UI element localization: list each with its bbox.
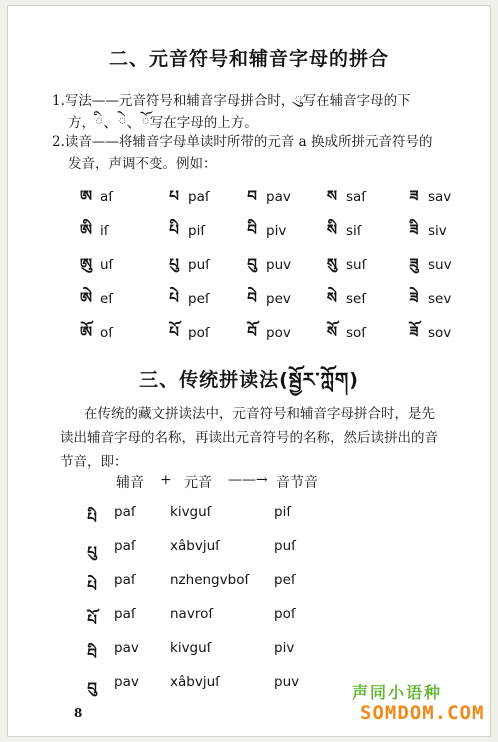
rule1-line1-prefix: 1.写法——元音符号和辅音字母拼合时， xyxy=(52,93,295,109)
romanization: pav xyxy=(266,189,291,205)
romanization: sev xyxy=(428,291,452,307)
example-consonant: paſ xyxy=(114,606,136,622)
para-line1: 在传统的藏文拼读法中，元音符号和辅音字母拼合时，是先 xyxy=(84,406,435,422)
rule1-line2-prefix: 方， xyxy=(68,115,95,131)
section2-title: 二、元音符号和辅音字母的拼合 xyxy=(108,48,389,70)
tibetan-syllable: སོ xyxy=(326,323,338,341)
tibetan-syllable: ཟུ xyxy=(409,255,419,273)
header-consonant: 辅音 xyxy=(116,475,144,491)
tibetan-syllable: ཟི xyxy=(409,221,419,239)
romanization: aſ xyxy=(100,189,114,205)
tibetan-syllable: པོ xyxy=(169,323,179,341)
grid-cell xyxy=(166,316,210,358)
romanization: siſ xyxy=(346,223,362,239)
tibetan-syllable: ཨེ xyxy=(79,289,92,307)
grid-cell xyxy=(244,316,291,358)
page-number: 8 xyxy=(74,706,83,720)
header-arrow: ——→ xyxy=(228,472,268,488)
romanization: sov xyxy=(428,325,452,341)
romanization: eſ xyxy=(100,291,114,307)
romanization: pov xyxy=(266,325,291,341)
para-line3: 节音，即： xyxy=(60,454,128,470)
romanization: suv xyxy=(428,257,452,273)
grid-cell xyxy=(406,316,451,358)
example-result: piſ xyxy=(274,504,292,520)
tibetan-syllable: ཨོ xyxy=(79,323,92,341)
example-consonant: paſ xyxy=(114,504,136,520)
rule2-line2: 发音，声调不变。例如： xyxy=(68,156,217,172)
example-syllable: པེ xyxy=(87,577,97,595)
tibetan-syllable: ཨུ xyxy=(79,255,92,273)
example-result: puſ xyxy=(274,538,296,554)
tibetan-syllable: ས xyxy=(326,187,338,205)
example-result: peſ xyxy=(274,572,296,588)
example-consonant: pav xyxy=(114,640,139,656)
tibetan-syllable: ཨ xyxy=(79,187,92,205)
romanization: piv xyxy=(266,223,287,239)
romanization: siv xyxy=(428,223,447,239)
tibetan-syllable: བོ xyxy=(247,323,257,341)
example-vowel: kivguſ xyxy=(170,504,212,520)
tibetan-syllable: བ xyxy=(247,187,257,205)
romanization: iſ xyxy=(100,223,109,239)
header-plus: + xyxy=(160,472,172,488)
tibetan-syllable: བུ xyxy=(247,255,257,273)
watermark-text: 声同小语种 xyxy=(352,683,443,702)
rule1-line1-suffix: 写在辅音字母的下 xyxy=(302,93,411,109)
romanization: pev xyxy=(266,291,291,307)
romanization: sav xyxy=(428,189,452,205)
example-syllable: པོ xyxy=(87,611,97,629)
grid-cell xyxy=(324,316,366,358)
romanization: suſ xyxy=(346,257,367,273)
romanization: uſ xyxy=(100,257,114,273)
tibetan-syllable: པི xyxy=(169,221,179,239)
romanization: seſ xyxy=(346,291,367,307)
example-vowel: nzhengvboſ xyxy=(170,572,250,588)
example-consonant: paſ xyxy=(114,538,136,554)
tibetan-syllable: པུ xyxy=(169,255,179,273)
tibetan-syllable: ཨི xyxy=(79,221,92,239)
section3-title: 三、传统拼读法(སྦྱོར་ཀློག) xyxy=(139,369,359,391)
romanization: paſ xyxy=(188,189,210,205)
example-consonant: paſ xyxy=(114,572,136,588)
grid-cell xyxy=(78,316,113,358)
tibetan-syllable: པ xyxy=(169,187,179,205)
tibetan-syllable: ཟ xyxy=(409,187,419,205)
example-vowel: xâbvjuſ xyxy=(170,674,220,690)
header-syllable: 音节音 xyxy=(276,475,318,491)
para-line2: 读出辅音字母的名称，再读出元音符号的名称，然后读拼出的音 xyxy=(60,430,438,446)
example-result: poſ xyxy=(274,606,296,622)
tibetan-syllable: ཟེ xyxy=(409,289,419,307)
watermark-url: SOMDOM.COM xyxy=(360,702,485,724)
romanization: peſ xyxy=(188,291,210,307)
example-vowel: navroſ xyxy=(170,606,214,622)
romanization: piſ xyxy=(188,223,206,239)
romanization: oſ xyxy=(100,325,114,341)
rule2-line1: 2.读音——将辅音字母单读时所带的元音 a 换成所拼元音符号的 xyxy=(52,134,433,150)
vowel-mark-u: ུ xyxy=(294,91,303,109)
tibetan-syllable: སུ xyxy=(326,255,338,273)
tibetan-syllable: སེ xyxy=(326,289,338,307)
romanization: puv xyxy=(266,257,292,273)
example-vowel: kivguſ xyxy=(170,640,212,656)
romanization: soſ xyxy=(346,325,367,341)
example-syllable: པུ xyxy=(87,543,97,561)
example-syllable: པི xyxy=(87,509,97,527)
tibetan-syllable: སི xyxy=(326,221,338,239)
tibetan-syllable: ཟོ xyxy=(409,323,419,341)
example-result: piv xyxy=(274,640,295,656)
tibetan-syllable: བེ xyxy=(247,289,257,307)
example-syllable: བི xyxy=(87,645,97,663)
example-result: puv xyxy=(274,674,300,690)
tibetan-syllable: བི xyxy=(247,221,257,239)
romanization: puſ xyxy=(188,257,210,273)
example-consonant: pav xyxy=(114,674,139,690)
vowel-marks-i-e-o: ི、ེ、ོ xyxy=(95,113,150,131)
rule1-line2-suffix: 写在字母的上方。 xyxy=(149,115,258,131)
example-syllable: བུ xyxy=(87,679,97,697)
romanization: poſ xyxy=(188,325,210,341)
romanization: saſ xyxy=(346,189,367,205)
header-vowel: 元音 xyxy=(184,475,212,491)
tibetan-syllable: པེ xyxy=(169,289,179,307)
example-vowel: xâbvjuſ xyxy=(170,538,220,554)
